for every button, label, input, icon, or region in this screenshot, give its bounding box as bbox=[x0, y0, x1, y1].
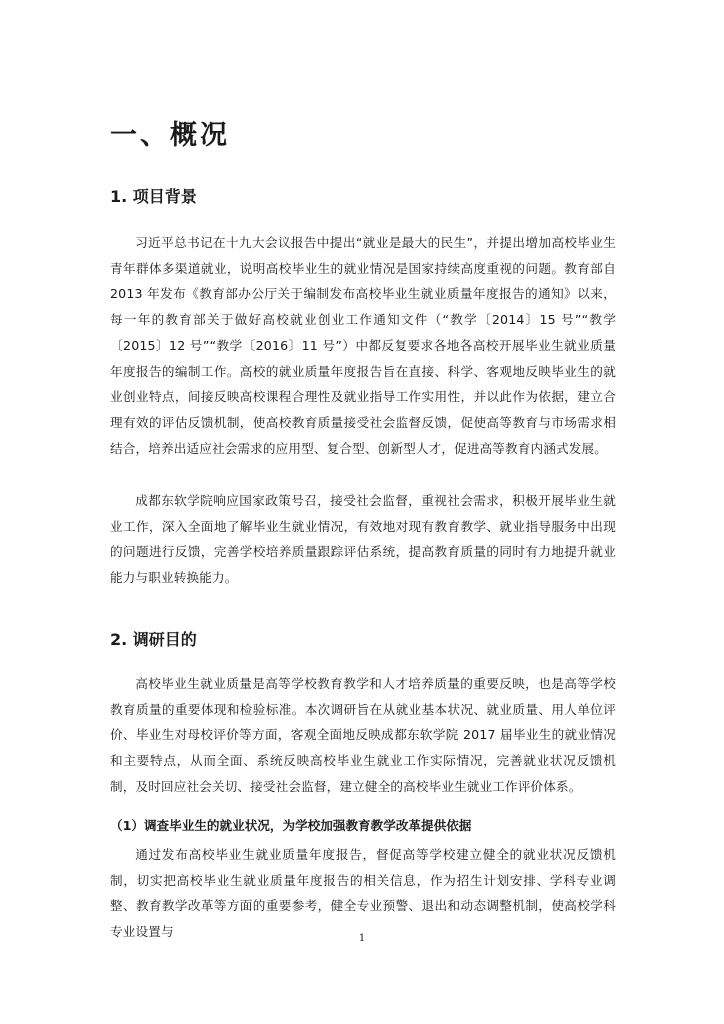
point-title-1: （1）调查毕业生的就业状况，为学校加强教育教学改革提供依据 bbox=[110, 818, 472, 833]
paragraph-purpose-1: 高校毕业生就业质量是高等学校教育教学和人才培养质量的重要反映，也是高等学校教育质量的重要体现和检验标准。本次调研旨在从就业基本状况、就业质量、用人单位评价、毕业生对母校评价等方面，客观全面地反映成都东软学院 2017 届毕业生的就业情况和主要特点，从而全面、系统反映高校毕业生就业工作实际情况，完善就业状况反馈机制，及时回应社会关切、接受社会监督，建立健全的高校毕业生就业工作评价体系。 bbox=[110, 676, 616, 794]
paragraph-background-2: 成都东软学院响应国家政策号召，接受社会监督，重视社会需求，积极开展毕业生就业工作，深入全面地了解毕业生就业情况，有效地对现有教育教学、就业指导服务中出现的问题进行反馈，完善学校培养质量跟踪评估系统，提高教育质量的同时有力地提升就业能力与职业转换能力。 bbox=[110, 493, 616, 586]
paragraph-background-1: 习近平总书记在十九大会议报告中提出“就业是最大的民生”，并提出增加高校毕业生青年群体多渠道就业，说明高校毕业生的就业情况是国家持续高度重视的问题。教育部自2013 年发布《教育部办公厅关于编制发布高校毕业生就业质量年度报告的通知》以来，每一年的教育部关于做好高校就业创业工作通知文件（“教学〔2014〕15 号”“教学〔2015〕12 号”“教学〔2016〕11 号”）中都反复要求各地各高校开展毕业生就业质量年度报告的编制工作。高校的就业质量年度报告旨在直接、科学、客观地反映毕业生的就业创业特点，间接反映高校课程合理性及就业指导工作实用性，并以此作为依据，建立合理有效的评估反馈机制，使高校教育质量接受社会监督反馈，促使高等教育与市场需求相结合，培养出适应社会需求的应用型、复合型、创新型人才，促进高等教育内涵式发展。 bbox=[110, 235, 616, 456]
subsection-title-background: 1. 项目背景 bbox=[110, 187, 197, 206]
page-number: 1 bbox=[358, 933, 366, 944]
paragraph-point-1: 通过发布高校毕业生就业质量年度报告，督促高等学校建立健全的就业状况反馈机制，切实把高校毕业生就业质量年度报告的相关信息，作为招生计划安排、学科专业调整、教育教学改革等方面的重要参考，健全专业预警、退出和动态调整机制，使高校学科专业设置与 bbox=[110, 847, 616, 940]
section-title: 一、概况 bbox=[110, 120, 230, 151]
subsection-title-purpose: 2. 调研目的 bbox=[110, 630, 197, 649]
